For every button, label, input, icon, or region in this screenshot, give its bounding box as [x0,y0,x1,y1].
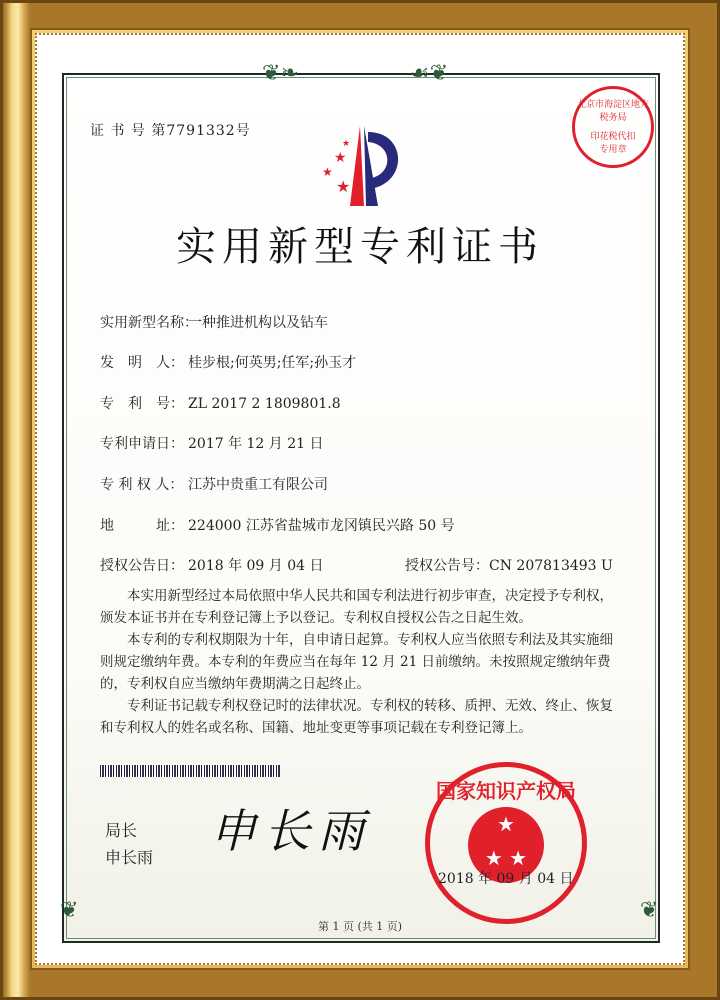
bottom-left-ornament-icon: ❦ [60,898,79,923]
top-left-ornament-icon: ❦❧ [262,61,299,86]
barcode [100,765,280,777]
signatory-name: 申长雨 [105,848,154,867]
svg-text:★: ★ [342,139,351,149]
top-right-ornament-icon: ☙❦ [410,61,449,86]
field-application-date: 专利申请日： 2017 年 12 月 21 日 [100,436,324,452]
certificate-title: 实用新型专利证书 [176,224,544,270]
svg-text:★: ★ [334,150,347,166]
seal-ring-text: 国家知识产权局 [436,779,576,803]
svg-text:★: ★ [336,177,351,196]
field-address: 地 址： 224000 江苏省盐城市龙冈镇民兴路 50 号 [100,518,455,534]
handwritten-signature: 申长雨 [210,804,372,858]
page-number: 第 1 页 (共 1 页) [317,920,403,933]
cnipa-logo-icon [316,118,416,208]
field-patent-number: 专 利 号： ZL 2017 2 1809801.8 [100,396,341,412]
legal-paragraph: 专利证书记载专利权登记时的法律状况。专利权的转移、质押、无效、终止、恢复和专利权人的姓名或名称、国籍、地址变更等事项记载在专利登记簿上。 [100,698,613,736]
field-announcement-number: 授权公告号：CN 207813493 U [405,558,613,574]
legal-paragraph: 本实用新型经过本局依照中华人民共和国专利法进行初步审查，决定授予专利权，颁发本证书并在专利登记簿上予以登记。专利权自授权公告之日起生效。 [100,588,613,626]
field-patentee: 专 利 权 人： 江苏中贵重工有限公司 [100,477,328,493]
tax-seal-ring-text: 北京市海淀区地方税务局 [576,100,649,123]
seal-date: 2018 年 09 月 04 日 [438,871,574,887]
cnipa-official-seal [425,762,587,924]
national-emblem-icon: ★ ★ ★ [468,807,544,883]
legal-text [100,585,620,739]
field-inventors: 发 明 人： 桂步根;何英男;任军;孙玉才 [100,355,357,371]
field-grant-date: 授权公告日： 2018 年 09 月 04 日 [100,558,324,574]
signatory-title: 局长 [105,821,138,840]
field-utility-model-name: 实用新型名称：一种推进机构以及钻车 [100,315,328,331]
certificate-number: 证 书 号 第7791332号 [90,123,251,139]
legal-paragraph: 本专利的专利权期限为十年，自申请日起算。专利权人应当依照专利法及其实施细则规定缴纳年费。本专利的年费应当在每年 12 月 21 日前缴纳。未按照规定缴纳年费的，专利权自应当缴纳年费期满之日起终止。 [100,632,613,692]
tax-stamp-seal [572,86,654,168]
tax-seal-center-text: 印花税代扣专用章 [590,132,636,155]
svg-text:★: ★ [322,165,333,179]
bottom-right-ornament-icon: ❦ [640,898,659,923]
